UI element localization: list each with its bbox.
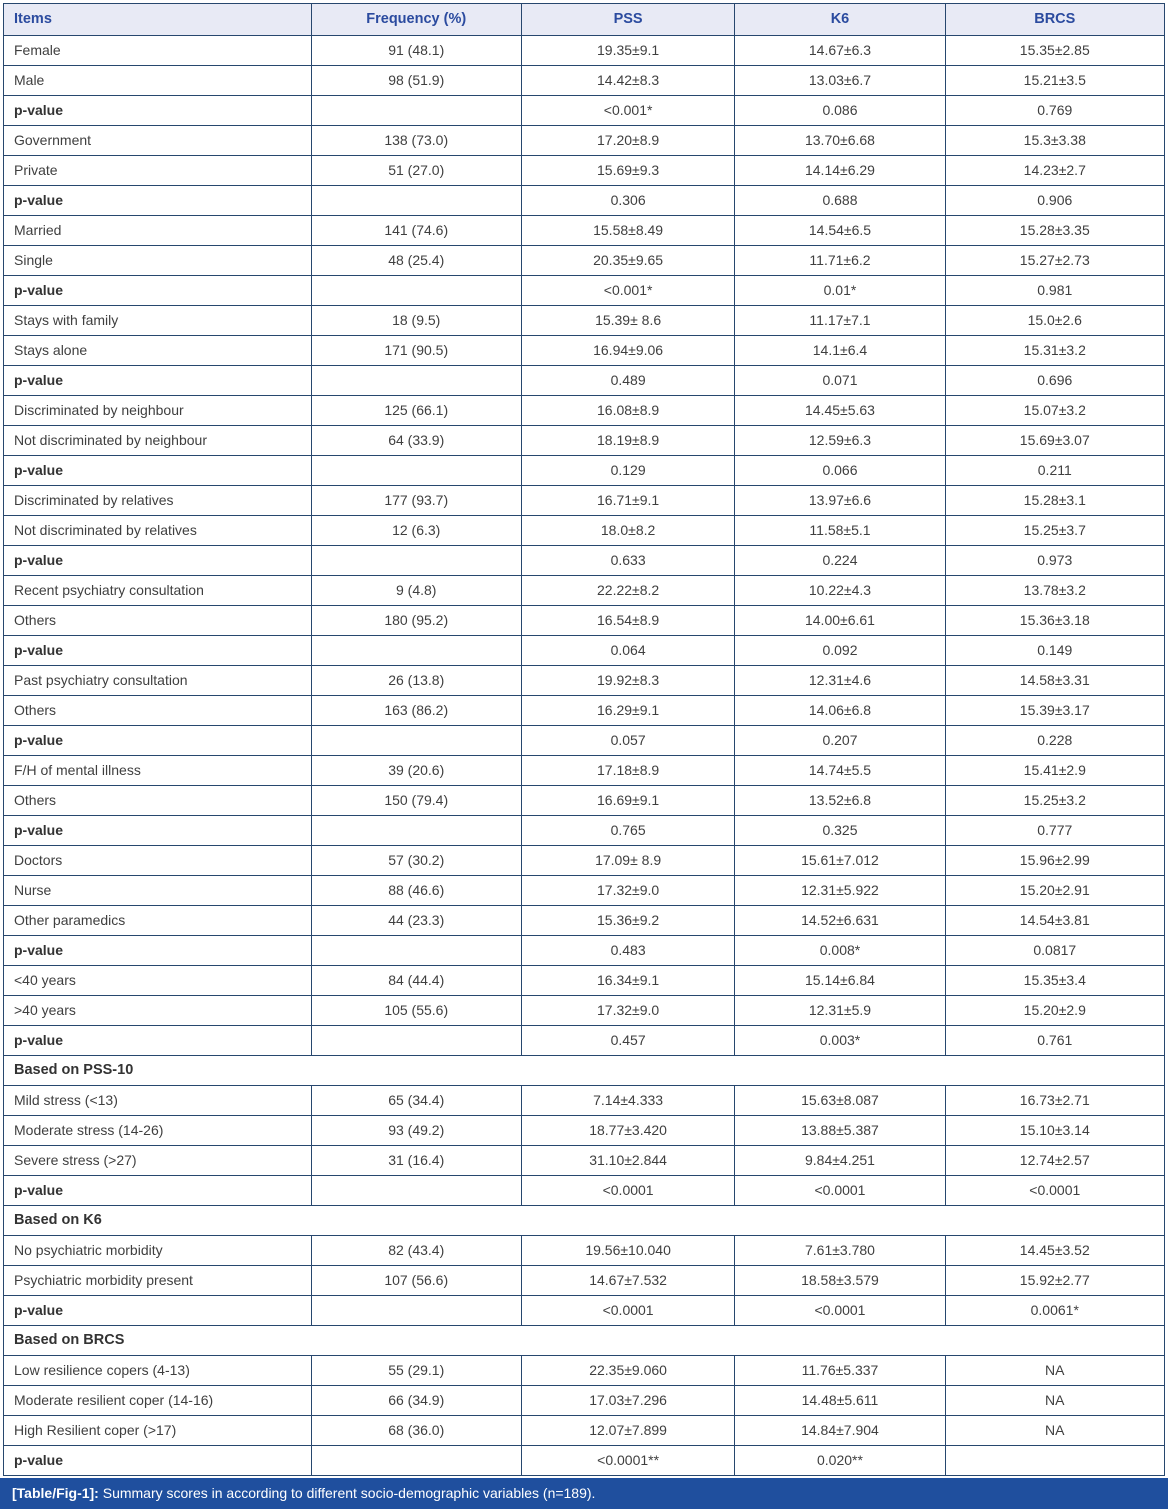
value-cell: 9.84±4.251 [735, 1146, 945, 1176]
table-row [4, 1416, 1165, 1446]
value-cell: 51 (27.0) [311, 156, 521, 186]
value-cell: 15.27±2.73 [945, 246, 1164, 276]
value-cell: 19.35±9.1 [521, 36, 735, 66]
pvalue-row [4, 186, 1165, 216]
value-cell: 15.36±3.18 [945, 606, 1164, 636]
item-cell: F/H of mental illness [4, 756, 312, 786]
value-cell: 16.54±8.9 [521, 606, 735, 636]
value-cell: 66 (34.9) [311, 1386, 521, 1416]
value-cell: 0.633 [521, 546, 735, 576]
column-header-3: K6 [735, 4, 945, 36]
value-cell: 0.765 [521, 816, 735, 846]
item-cell: Others [4, 606, 312, 636]
item-cell: Nurse [4, 876, 312, 906]
value-cell: 15.69±3.07 [945, 426, 1164, 456]
value-cell: 0.696 [945, 366, 1164, 396]
table-row [4, 606, 1165, 636]
value-cell: 15.21±3.5 [945, 66, 1164, 96]
column-header-0: Items [4, 4, 312, 36]
header-row [4, 4, 1165, 36]
table-caption-label: [Table/Fig-1]: [12, 1485, 99, 1501]
item-cell: Married [4, 216, 312, 246]
value-cell: 15.63±8.087 [735, 1086, 945, 1116]
item-cell: >40 years [4, 996, 312, 1026]
value-cell: 15.14±6.84 [735, 966, 945, 996]
value-cell: 0.325 [735, 816, 945, 846]
value-cell: 15.35±3.4 [945, 966, 1164, 996]
value-cell: 18.19±8.9 [521, 426, 735, 456]
table-row [4, 66, 1165, 96]
value-cell [311, 546, 521, 576]
value-cell: 12.59±6.3 [735, 426, 945, 456]
item-cell: p-value [4, 816, 312, 846]
value-cell: <0.0001 [735, 1176, 945, 1206]
value-cell: 19.56±10.040 [521, 1236, 735, 1266]
table-row [4, 1356, 1165, 1386]
item-cell: p-value [4, 936, 312, 966]
value-cell: 14.45±3.52 [945, 1236, 1164, 1266]
table-row [4, 996, 1165, 1026]
value-cell: 13.03±6.7 [735, 66, 945, 96]
table-row [4, 1236, 1165, 1266]
item-cell: <40 years [4, 966, 312, 996]
item-cell: p-value [4, 726, 312, 756]
item-cell: Discriminated by relatives [4, 486, 312, 516]
value-cell: 15.10±3.14 [945, 1116, 1164, 1146]
table-row [4, 576, 1165, 606]
value-cell: 15.39± 8.6 [521, 306, 735, 336]
table-row [4, 696, 1165, 726]
value-cell: 16.94±9.06 [521, 336, 735, 366]
item-cell: p-value [4, 456, 312, 486]
table-row [4, 1086, 1165, 1116]
table-row [4, 396, 1165, 426]
value-cell: <0.0001 [735, 1296, 945, 1326]
section-label: Based on PSS-10 [4, 1056, 1165, 1086]
table-body [4, 36, 1165, 1476]
value-cell: 15.31±3.2 [945, 336, 1164, 366]
value-cell: 7.14±4.333 [521, 1086, 735, 1116]
value-cell: 98 (51.9) [311, 66, 521, 96]
value-cell: 15.3±3.38 [945, 126, 1164, 156]
value-cell [311, 816, 521, 846]
value-cell [311, 1446, 521, 1476]
value-cell [311, 936, 521, 966]
value-cell [311, 636, 521, 666]
value-cell: 0.086 [735, 96, 945, 126]
item-cell: Private [4, 156, 312, 186]
value-cell: 12.74±2.57 [945, 1146, 1164, 1176]
table-row [4, 306, 1165, 336]
value-cell: 138 (73.0) [311, 126, 521, 156]
item-cell: p-value [4, 1446, 312, 1476]
item-cell: No psychiatric morbidity [4, 1236, 312, 1266]
table-row [4, 1266, 1165, 1296]
value-cell: 16.08±8.9 [521, 396, 735, 426]
value-cell: 0.483 [521, 936, 735, 966]
value-cell: 64 (33.9) [311, 426, 521, 456]
value-cell: <0.0001 [521, 1296, 735, 1326]
value-cell: 14.58±3.31 [945, 666, 1164, 696]
value-cell: 0.211 [945, 456, 1164, 486]
value-cell: 125 (66.1) [311, 396, 521, 426]
value-cell: 0.457 [521, 1026, 735, 1056]
value-cell: 0.092 [735, 636, 945, 666]
value-cell: 44 (23.3) [311, 906, 521, 936]
value-cell: 57 (30.2) [311, 846, 521, 876]
table-row [4, 846, 1165, 876]
value-cell [311, 1296, 521, 1326]
value-cell: 18 (9.5) [311, 306, 521, 336]
item-cell: Mild stress (<13) [4, 1086, 312, 1116]
value-cell: 11.76±5.337 [735, 1356, 945, 1386]
value-cell: 16.71±9.1 [521, 486, 735, 516]
table-row [4, 1146, 1165, 1176]
value-cell: 15.20±2.91 [945, 876, 1164, 906]
table-row [4, 126, 1165, 156]
value-cell [311, 1176, 521, 1206]
item-cell: Others [4, 786, 312, 816]
value-cell: <0.001* [521, 276, 735, 306]
value-cell: 26 (13.8) [311, 666, 521, 696]
pvalue-row [4, 726, 1165, 756]
item-cell: High Resilient coper (>17) [4, 1416, 312, 1446]
value-cell: 13.70±6.68 [735, 126, 945, 156]
value-cell: 171 (90.5) [311, 336, 521, 366]
value-cell: 82 (43.4) [311, 1236, 521, 1266]
value-cell: 13.52±6.8 [735, 786, 945, 816]
value-cell: 0.761 [945, 1026, 1164, 1056]
value-cell: 22.22±8.2 [521, 576, 735, 606]
value-cell [311, 186, 521, 216]
value-cell: 12.07±7.899 [521, 1416, 735, 1446]
table-row [4, 216, 1165, 246]
value-cell: 15.35±2.85 [945, 36, 1164, 66]
pvalue-row [4, 1026, 1165, 1056]
item-cell: Recent psychiatry consultation [4, 576, 312, 606]
value-cell: 93 (49.2) [311, 1116, 521, 1146]
item-cell: Discriminated by neighbour [4, 396, 312, 426]
table-row [4, 966, 1165, 996]
value-cell: 13.88±5.387 [735, 1116, 945, 1146]
value-cell: 15.96±2.99 [945, 846, 1164, 876]
value-cell: 7.61±3.780 [735, 1236, 945, 1266]
value-cell: 55 (29.1) [311, 1356, 521, 1386]
value-cell: 0.489 [521, 366, 735, 396]
value-cell: <0.0001 [945, 1176, 1164, 1206]
item-cell: Severe stress (>27) [4, 1146, 312, 1176]
item-cell: Past psychiatry consultation [4, 666, 312, 696]
value-cell: 14.45±5.63 [735, 396, 945, 426]
value-cell: NA [945, 1416, 1164, 1446]
value-cell: 15.28±3.35 [945, 216, 1164, 246]
item-cell: p-value [4, 276, 312, 306]
value-cell: 15.58±8.49 [521, 216, 735, 246]
value-cell: 0.008* [735, 936, 945, 966]
item-cell: Doctors [4, 846, 312, 876]
value-cell: 180 (95.2) [311, 606, 521, 636]
pvalue-row [4, 1176, 1165, 1206]
table-row [4, 906, 1165, 936]
value-cell: 0.149 [945, 636, 1164, 666]
value-cell: 14.23±2.7 [945, 156, 1164, 186]
value-cell: 19.92±8.3 [521, 666, 735, 696]
item-cell: Other paramedics [4, 906, 312, 936]
section-row [4, 1056, 1165, 1086]
value-cell: 15.28±3.1 [945, 486, 1164, 516]
value-cell: 15.07±3.2 [945, 396, 1164, 426]
value-cell: 11.58±5.1 [735, 516, 945, 546]
value-cell [311, 366, 521, 396]
value-cell: NA [945, 1386, 1164, 1416]
section-row [4, 1326, 1165, 1356]
item-cell: Low resilience copers (4-13) [4, 1356, 312, 1386]
value-cell: 18.0±8.2 [521, 516, 735, 546]
section-label: Based on K6 [4, 1206, 1165, 1236]
table-row [4, 876, 1165, 906]
item-cell: Moderate stress (14-26) [4, 1116, 312, 1146]
value-cell: 14.00±6.61 [735, 606, 945, 636]
value-cell: 16.73±2.71 [945, 1086, 1164, 1116]
value-cell: 31 (16.4) [311, 1146, 521, 1176]
value-cell: 15.0±2.6 [945, 306, 1164, 336]
value-cell [311, 96, 521, 126]
value-cell: 0.973 [945, 546, 1164, 576]
value-cell: 14.52±6.631 [735, 906, 945, 936]
item-cell: Not discriminated by relatives [4, 516, 312, 546]
table-row [4, 426, 1165, 456]
value-cell [311, 726, 521, 756]
table-row [4, 336, 1165, 366]
value-cell: 105 (55.6) [311, 996, 521, 1026]
value-cell: <0.0001 [521, 1176, 735, 1206]
column-header-2: PSS [521, 4, 735, 36]
value-cell: 15.25±3.7 [945, 516, 1164, 546]
value-cell: 14.54±6.5 [735, 216, 945, 246]
value-cell: 15.69±9.3 [521, 156, 735, 186]
value-cell: 14.06±6.8 [735, 696, 945, 726]
pvalue-row [4, 816, 1165, 846]
value-cell: 88 (46.6) [311, 876, 521, 906]
value-cell: 39 (20.6) [311, 756, 521, 786]
value-cell: 150 (79.4) [311, 786, 521, 816]
value-cell: 31.10±2.844 [521, 1146, 735, 1176]
value-cell: 15.20±2.9 [945, 996, 1164, 1026]
value-cell: 20.35±9.65 [521, 246, 735, 276]
item-cell: Psychiatric morbidity present [4, 1266, 312, 1296]
value-cell: 10.22±4.3 [735, 576, 945, 606]
value-cell: 15.41±2.9 [945, 756, 1164, 786]
value-cell: 12 (6.3) [311, 516, 521, 546]
value-cell: 0.224 [735, 546, 945, 576]
value-cell: 91 (48.1) [311, 36, 521, 66]
value-cell: 14.54±3.81 [945, 906, 1164, 936]
value-cell: 15.36±9.2 [521, 906, 735, 936]
table-row [4, 666, 1165, 696]
value-cell: 16.69±9.1 [521, 786, 735, 816]
value-cell: 0.0817 [945, 936, 1164, 966]
item-cell: p-value [4, 636, 312, 666]
value-cell: 15.61±7.012 [735, 846, 945, 876]
value-cell: 14.67±6.3 [735, 36, 945, 66]
value-cell: 14.74±5.5 [735, 756, 945, 786]
value-cell: 15.39±3.17 [945, 696, 1164, 726]
item-cell: Stays with family [4, 306, 312, 336]
value-cell: <0.001* [521, 96, 735, 126]
value-cell: 12.31±4.6 [735, 666, 945, 696]
value-cell: 16.34±9.1 [521, 966, 735, 996]
item-cell: Not discriminated by neighbour [4, 426, 312, 456]
value-cell: 22.35±9.060 [521, 1356, 735, 1386]
value-cell: 0.071 [735, 366, 945, 396]
value-cell: 18.77±3.420 [521, 1116, 735, 1146]
item-cell: Male [4, 66, 312, 96]
table-row [4, 246, 1165, 276]
value-cell: 0.0061* [945, 1296, 1164, 1326]
table-caption [0, 1478, 1168, 1509]
value-cell: 12.31±5.922 [735, 876, 945, 906]
value-cell [311, 456, 521, 486]
value-cell: 177 (93.7) [311, 486, 521, 516]
item-cell: Others [4, 696, 312, 726]
value-cell: 11.71±6.2 [735, 246, 945, 276]
pvalue-row [4, 546, 1165, 576]
value-cell: 14.14±6.29 [735, 156, 945, 186]
pvalue-row [4, 366, 1165, 396]
value-cell: 0.207 [735, 726, 945, 756]
value-cell: 15.25±3.2 [945, 786, 1164, 816]
value-cell: 17.09± 8.9 [521, 846, 735, 876]
value-cell: 16.29±9.1 [521, 696, 735, 726]
value-cell: 0.688 [735, 186, 945, 216]
item-cell: p-value [4, 1176, 312, 1206]
value-cell: 13.97±6.6 [735, 486, 945, 516]
table-caption-text: Summary scores in according to different socio-demographic variables (n=189). [102, 1485, 596, 1501]
table-row [4, 756, 1165, 786]
item-cell: Single [4, 246, 312, 276]
table-row [4, 36, 1165, 66]
table-row [4, 156, 1165, 186]
value-cell: 65 (34.4) [311, 1086, 521, 1116]
value-cell: 48 (25.4) [311, 246, 521, 276]
value-cell: 141 (74.6) [311, 216, 521, 246]
value-cell: 14.48±5.611 [735, 1386, 945, 1416]
value-cell: 0.066 [735, 456, 945, 486]
item-cell: Government [4, 126, 312, 156]
value-cell: 15.92±2.77 [945, 1266, 1164, 1296]
pvalue-row [4, 456, 1165, 486]
value-cell: 0.228 [945, 726, 1164, 756]
value-cell: 0.981 [945, 276, 1164, 306]
value-cell: 17.20±8.9 [521, 126, 735, 156]
value-cell: NA [945, 1356, 1164, 1386]
column-header-1: Frequency (%) [311, 4, 521, 36]
value-cell: 0.906 [945, 186, 1164, 216]
value-cell: 0.057 [521, 726, 735, 756]
value-cell: 0.064 [521, 636, 735, 666]
table-row [4, 786, 1165, 816]
item-cell: Female [4, 36, 312, 66]
value-cell [945, 1446, 1164, 1476]
pvalue-row [4, 96, 1165, 126]
section-row [4, 1206, 1165, 1236]
value-cell: 12.31±5.9 [735, 996, 945, 1026]
item-cell: p-value [4, 546, 312, 576]
column-header-4: BRCS [945, 4, 1164, 36]
value-cell: 18.58±3.579 [735, 1266, 945, 1296]
value-cell: 68 (36.0) [311, 1416, 521, 1446]
summary-scores-table [3, 3, 1165, 1476]
table-row [4, 486, 1165, 516]
pvalue-row [4, 276, 1165, 306]
pvalue-row [4, 1446, 1165, 1476]
value-cell [311, 276, 521, 306]
value-cell: 0.777 [945, 816, 1164, 846]
value-cell: 14.67±7.532 [521, 1266, 735, 1296]
item-cell: Stays alone [4, 336, 312, 366]
value-cell: 84 (44.4) [311, 966, 521, 996]
item-cell: Moderate resilient coper (14-16) [4, 1386, 312, 1416]
value-cell: 17.18±8.9 [521, 756, 735, 786]
value-cell: 0.306 [521, 186, 735, 216]
value-cell: 0.129 [521, 456, 735, 486]
pvalue-row [4, 936, 1165, 966]
value-cell: 0.01* [735, 276, 945, 306]
value-cell: 17.03±7.296 [521, 1386, 735, 1416]
item-cell: p-value [4, 366, 312, 396]
value-cell: 14.84±7.904 [735, 1416, 945, 1446]
table-header [4, 4, 1165, 36]
value-cell: 107 (56.6) [311, 1266, 521, 1296]
value-cell: 17.32±9.0 [521, 876, 735, 906]
item-cell: p-value [4, 1296, 312, 1326]
item-cell: p-value [4, 1026, 312, 1056]
value-cell: 163 (86.2) [311, 696, 521, 726]
value-cell: 9 (4.8) [311, 576, 521, 606]
table-row [4, 1116, 1165, 1146]
value-cell: 17.32±9.0 [521, 996, 735, 1026]
value-cell: 0.769 [945, 96, 1164, 126]
item-cell: p-value [4, 186, 312, 216]
pvalue-row [4, 1296, 1165, 1326]
value-cell: 0.020** [735, 1446, 945, 1476]
value-cell: 14.1±6.4 [735, 336, 945, 366]
value-cell: 0.003* [735, 1026, 945, 1056]
value-cell: 11.17±7.1 [735, 306, 945, 336]
table-row [4, 1386, 1165, 1416]
value-cell: 13.78±3.2 [945, 576, 1164, 606]
item-cell: p-value [4, 96, 312, 126]
pvalue-row [4, 636, 1165, 666]
table-row [4, 516, 1165, 546]
value-cell: <0.0001** [521, 1446, 735, 1476]
value-cell [311, 1026, 521, 1056]
value-cell: 14.42±8.3 [521, 66, 735, 96]
section-label: Based on BRCS [4, 1326, 1165, 1356]
